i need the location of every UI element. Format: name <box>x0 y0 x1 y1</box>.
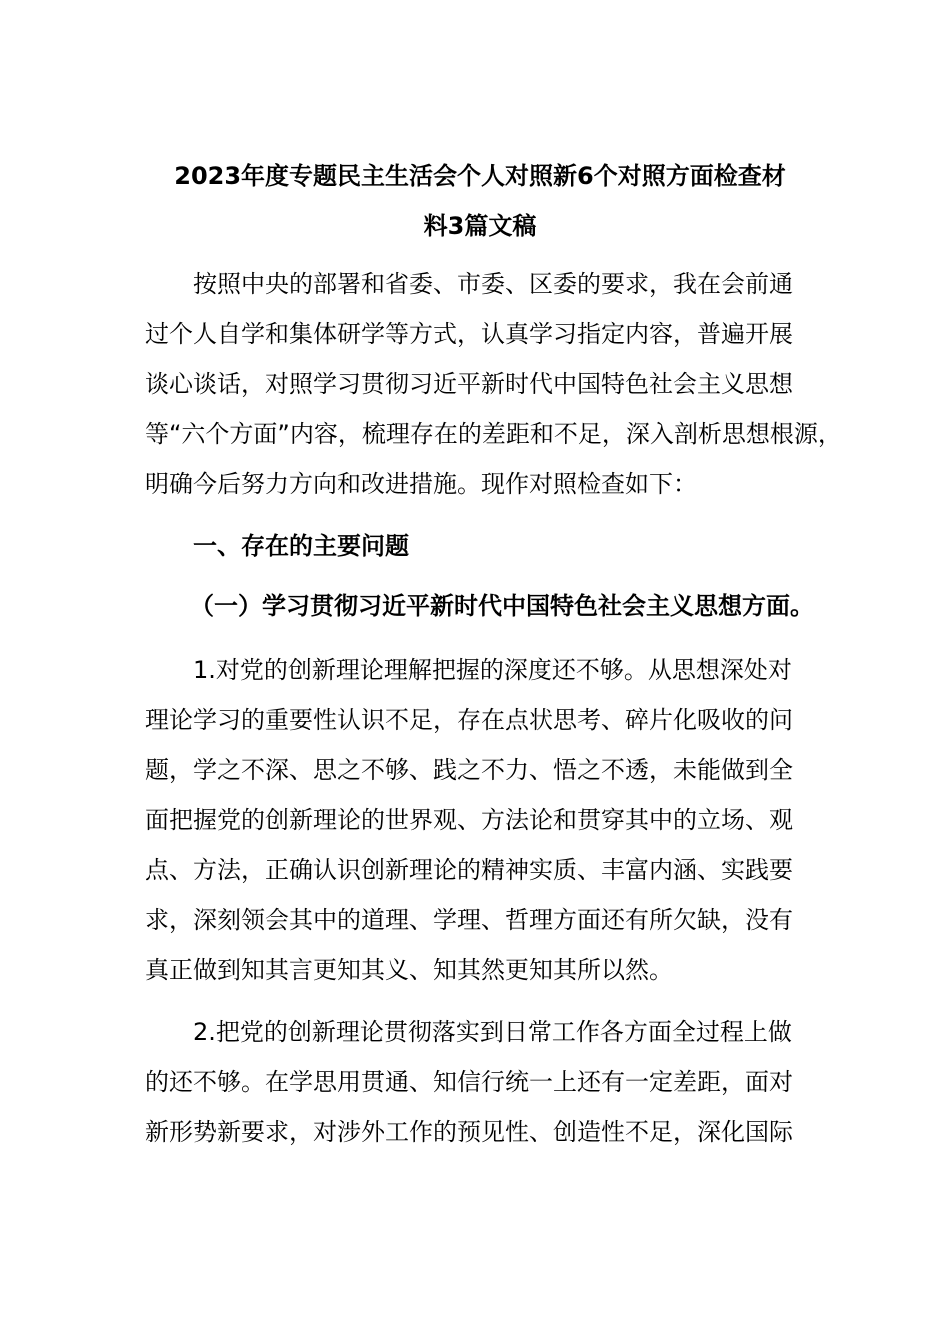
intro-line-4: 等“六个方面”内容，梳理存在的差距和不足，深入剖析思想根源， <box>145 420 842 448</box>
document-title-line-1: 2023年度专题民主生活会个人对照新6个对照方面检查材 <box>174 162 786 190</box>
intro-line-1: 按照中央的部署和省委、市委、区委的要求，我在会前通 <box>193 270 793 298</box>
point1-line-3: 题，学之不深、思之不够、践之不力、悟之不透，未能做到全 <box>145 756 793 784</box>
document-title-line-2: 料3篇文稿 <box>423 212 537 240</box>
point2-line-1: 2.把党的创新理论贯彻落实到日常工作各方面全过程上做 <box>193 1018 792 1046</box>
point1-line-7: 真正做到知其言更知其义、知其然更知其所以然。 <box>145 956 673 984</box>
point2-line-2: 的还不够。在学思用贯通、知信行统一上还有一定差距，面对 <box>145 1068 793 1096</box>
intro-line-5: 明确今后努力方向和改进措施。现作对照检查如下： <box>145 470 697 498</box>
subsection-heading: （一）学习贯彻习近平新时代中国特色社会主义思想方面。 <box>190 592 814 620</box>
point1-line-1: 1.对党的创新理论理解把握的深度还不够。从思想深处对 <box>193 656 792 684</box>
intro-line-3: 谈心谈话，对照学习贯彻习近平新时代中国特色社会主义思想 <box>145 370 793 398</box>
point1-line-2: 理论学习的重要性认识不足，存在点状思考、碎片化吸收的问 <box>145 706 793 734</box>
section-heading: 一、存在的主要问题 <box>193 532 409 560</box>
point1-line-4: 面把握党的创新理论的世界观、方法论和贯穿其中的立场、观 <box>145 806 793 834</box>
intro-line-2: 过个人自学和集体研学等方式，认真学习指定内容，普遍开展 <box>145 320 793 348</box>
point1-line-6: 求，深刻领会其中的道理、学理、哲理方面还有所欠缺，没有 <box>145 906 793 934</box>
point1-line-5: 点、方法，正确认识创新理论的精神实质、丰富内涵、实践要 <box>145 856 793 884</box>
point2-line-3: 新形势新要求，对涉外工作的预见性、创造性不足，深化国际 <box>145 1118 793 1146</box>
